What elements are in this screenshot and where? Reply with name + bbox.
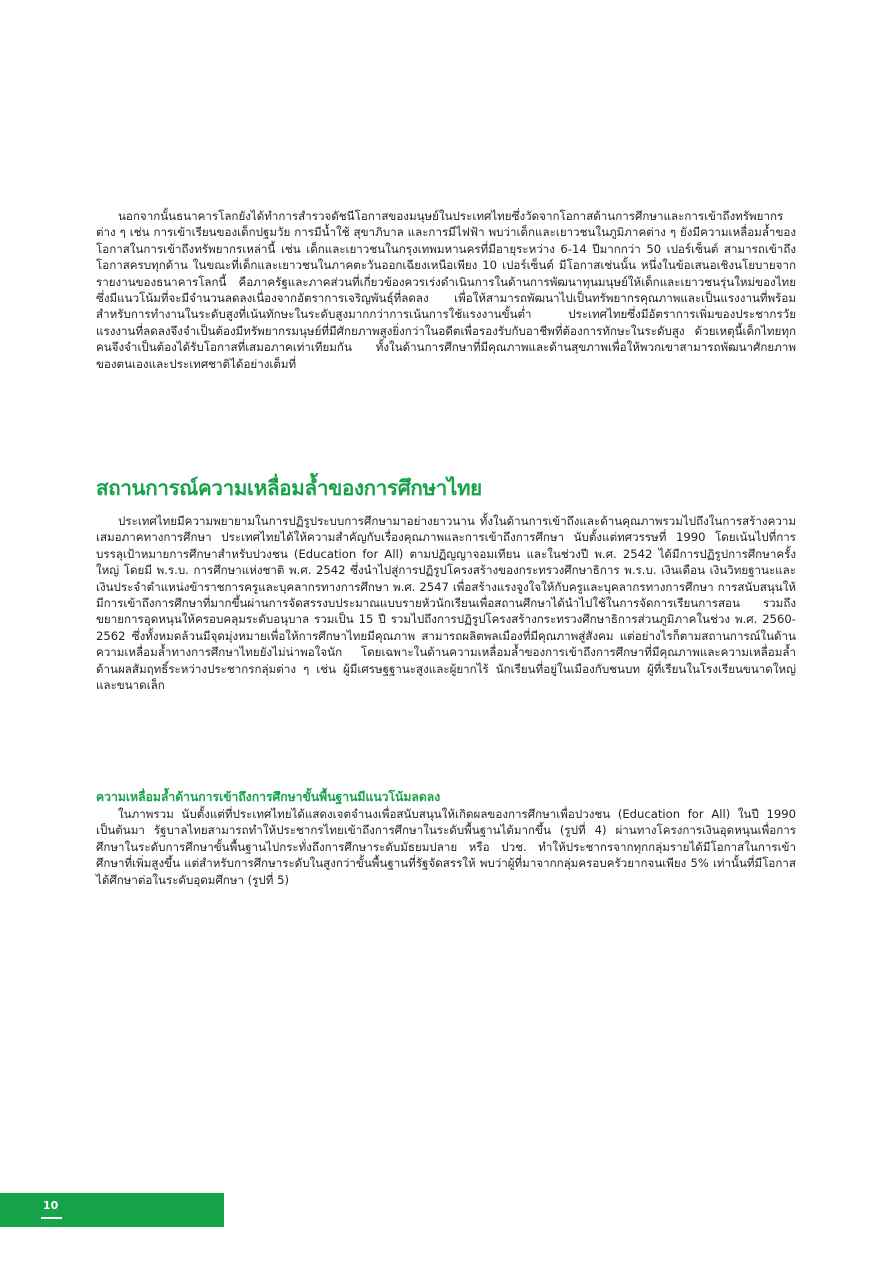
paragraph-intro [96,208,796,372]
page-number-underline [41,1217,62,1219]
paragraph-subsection [96,806,796,888]
subsection-heading: ความเหลื่อมล้ำด้านการเข้าถึงการศึกษาขั้นพื้นฐานมีแนวโน้มลดลง [96,790,441,804]
page-number: 10 [43,1199,59,1212]
paragraph-intro-text: นอกจากนั้นธนาคารโลกยังได้ทำการสำรวจดัชนีโอกาสของมนุษย์ในประเทศไทยซึ่งวัดจากโอกาสด้านการศึกษาและการเข้าถึงทรัพยากรต่าง ๆ เช่น การเข้าเรียนของเด็กปฐมวัย การมีน้ำใช้ สุขาภิบาล และการมีไฟฟ้า พบว่าเด็กและเยาวชนในภูมิภาคต่าง ๆ ยังมีความเหลื่อมล้ำของโอกาสในการเข้าถึงทรัพยากรเหล่านี้ เช่น เด็กและเยาวชนในกรุงเทพมหานครที่มีอายุระหว่าง 6-14 ปีมากกว่า 50 เปอร์เซ็นต์ สามารถเข้าถึงโอกาสครบทุกด้าน ในขณะที่เด็กและเยาวชนในภาคตะวันออกเฉียงเหนือเพียง 10 เปอร์เซ็นต์ มีโอกาสเช่นนั้น หนึ่งในข้อเสนอเชิงนโยบายจากรายงานของธนาคารโลกนี้ คือภาครัฐและภาคส่วนที่เกี่ยวข้องควรเร่งดำเนินการในด้านการพัฒนาทุนมนุษย์ให้เด็กและเยาวชนรุ่นใหม่ของไทยซึ่งมีแนวโน้มที่จะมีจำนวนลดลงเนื่องจากอัตราการเจริญพันธุ์ที่ลดลง เพื่อให้สามารถพัฒนาไปเป็นทรัพยากรคุณภาพและเป็นแรงงานที่พร้อมสำหรับการทำงานในระดับสูงที่เน้นทักษะในระดับสูงมากกว่าการเน้นการใช้แรงงานขั้นต่ำ ประเทศไทยซึ่งมีอัตราการเพิ่มของประชากรวัยแรงงานที่ลดลงจึงจำเป็นต้องมีทรัพยากรมนุษย์ที่มีศักยภาพสูงยิ่งกว่าในอดีตเพื่อรองรับกับอาชีพที่ต้องการทักษะในระดับสูง ด้วยเหตุนี้เด็กไทยทุกคนจึงจำเป็นต้องได้รับโอกาสที่เสมอภาคเท่าเทียมกัน ทั้งในด้านการศึกษาที่มีคุณภาพและด้านสุขภาพเพื่อให้พวกเขาสามารถพัฒนาศักยภาพของตนเองและประเทศชาติได้อย่างเต็มที่ [96,209,796,371]
paragraph-subsection-text: ในภาพรวม นับตั้งแต่ที่ประเทศไทยได้แสดงเจตจำนงเพื่อสนับสนุนให้เกิดผลของการศึกษาเพื่อปวงชน (Education for All) ในปี 1990 เป็นต้นมา รัฐบาลไทยสามารถทำให้ประชากรไทยเข้าถึงการศึกษาในระดับพื้นฐานได้มากขึ้น (รูปที่ 4) ผ่านทางโครงการเงินอุดหนุนเพื่อการศึกษาในระดับการศึกษาขั้นพื้นฐานไปกระทั่งถึงการศึกษาระดับมัธยมปลาย หรือ ปวช. ทำให้ประชากรจากทุกกลุ่มรายได้มีโอกาสในการเข้าศึกษาที่เพิ่มสูงขึ้น แต่สำหรับการศึกษาระดับในสูงกว่าขั้นพื้นฐานที่รัฐจัดสรรให้ พบว่าผู้ที่มาจากกลุ่มครอบครัวยากจนเพียง 5% เท่านั้นที่มีโอกาสได้ศึกษาต่อในระดับอุดมศึกษา (รูปที่ 5) [96,807,796,887]
section-heading: สถานการณ์ความเหลื่อมล้ำของการศึกษาไทย [96,476,482,500]
paragraph-section-text: ประเทศไทยมีความพยายามในการปฏิรูประบบการศึกษามาอย่างยาวนาน ทั้งในด้านการเข้าถึงและด้านคุณภาพรวมไปถึงในการสร้างความเสมอภาคทางการศึกษา ประเทศไทยได้ให้ความสำคัญกับเรื่องคุณภาพและการเข้าถึงการศึกษา นับตั้งแต่ทศวรรษที่ 1990 โดยเน้นไปที่การบรรลุเป้าหมายการศึกษาสำหรับปวงชน (Education for All) ตามปฏิญญาจอมเทียน และในช่วงปี พ.ศ. 2542 ได้มีการปฏิรูปการศึกษาครั้งใหญ่ โดยมี พ.ร.บ. การศึกษาแห่งชาติ พ.ศ. 2542 ซึ่งนำไปสู่การปฏิรูปโครงสร้างของกระทรวงศึกษาธิการ พ.ร.บ. เงินเดือน เงินวิทยฐานะและเงินประจำตำแหน่งข้าราชการครูและบุคลากรทางการศึกษา พ.ศ. 2547 เพื่อสร้างแรงจูงใจให้กับครูและบุคลากรทางการศึกษา การสนับสนุนให้มีการเข้าถึงการศึกษาที่มากขึ้นผ่านการจัดสรรงบประมาณแบบรายหัวนักเรียนเพื่อสถานศึกษาได้นำไปใช้ในการจัดการเรียนการสอน รวมถึงขยายการอุดหนุนให้ครอบคลุมระดับอนุบาล รวมเป็น 15 ปี รวมไปถึงการปฏิรูปโครงสร้างกระทรวงศึกษาธิการส่วนภูมิภาคในช่วง พ.ศ. 2560-2562 ซึ่งทั้งหมดล้วนมีจุดมุ่งหมายเพื่อให้การศึกษาไทยมีคุณภาพ สามารถผลิตพลเมืองที่มีคุณภาพสู่สังคม แต่อย่างไรก็ตามสถานการณ์ในด้านความเหลื่อมล้ำทางการศึกษาไทยยังไม่น่าพอใจนัก โดยเฉพาะในด้านความเหลื่อมล้ำของการเข้าถึงการศึกษาที่มีคุณภาพและความเหลื่อมล้ำด้านผลสัมฤทธิ์ระหว่างประชากรกลุ่มต่าง ๆ เช่น ผู้มีเศรษฐฐานะสูงและผู้ยากไร้ นักเรียนที่อยู่ในเมืองกับชนบท ผู้ที่เรียนในโรงเรียนขนาดใหญ่และขนาดเล็ก [96,514,796,693]
paragraph-section [96,513,796,693]
footer-bar [0,1193,224,1227]
